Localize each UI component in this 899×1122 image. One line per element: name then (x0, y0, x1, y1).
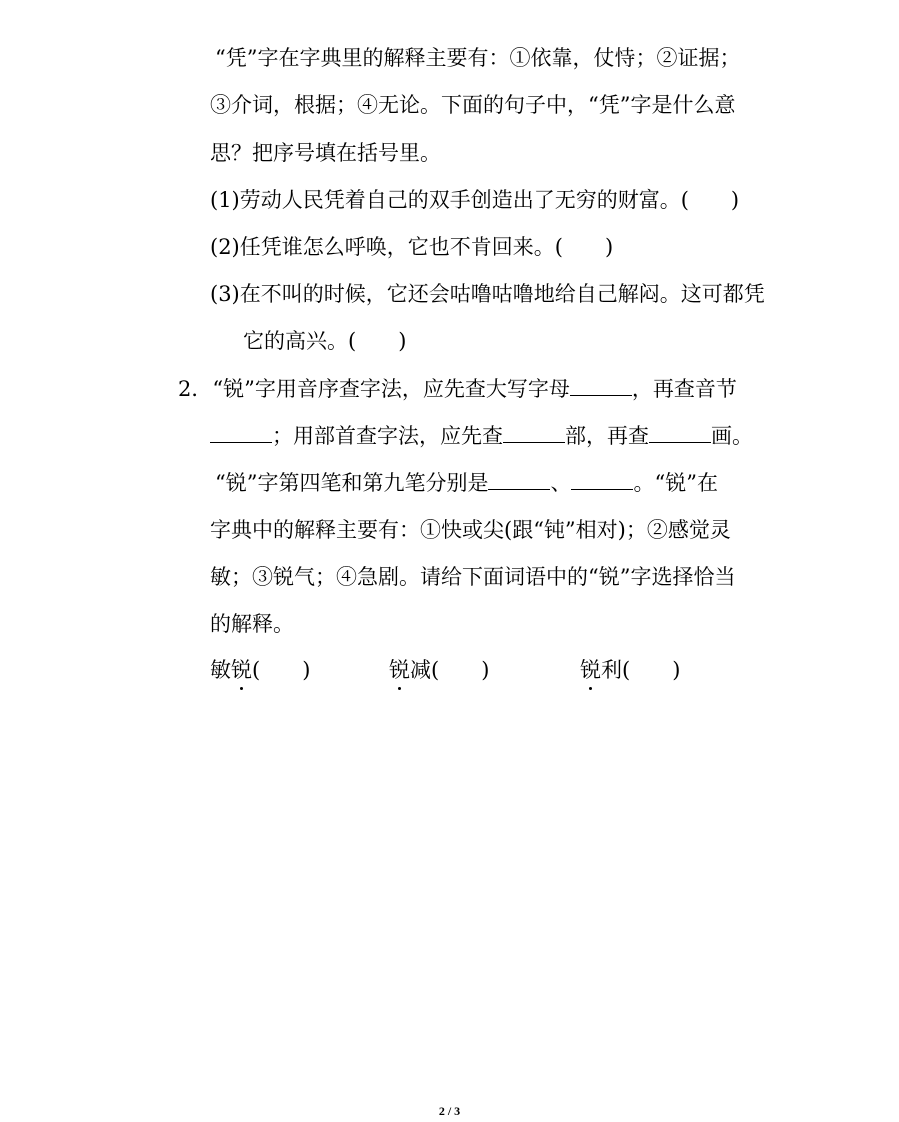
answer-blank-stroke-9[interactable] (571, 469, 633, 490)
question-2-line-6: 的解释。 (210, 612, 294, 636)
question-2-line-1 (178, 375, 737, 403)
answer-blank-radical[interactable] (503, 422, 565, 443)
answer-blank-letter[interactable] (570, 375, 632, 396)
word-text: 利 (601, 658, 622, 682)
word-text: 减 (410, 658, 431, 682)
question-2-text: 画。 (711, 424, 753, 448)
question-1-intro-line-2: ③介词，根据；④无论。下面的句子中，“凭”字是什么意 (210, 93, 736, 117)
word-item-3 (580, 656, 680, 684)
question-2-text: ；用部首查字法，应先查 (272, 424, 503, 448)
question-2-text: 部，再查 (565, 424, 649, 448)
question-1-item-3-line-1: (3)在不叫的时候，它还会咕噜咕噜地给自己解闷。这可都凭 (210, 282, 765, 306)
answer-paren[interactable]: ( ) (431, 658, 490, 682)
question-2-line-3 (215, 469, 718, 497)
question-2-line-5: 敏；③锐气；④急剧。请给下面词语中的“锐”字选择恰当 (210, 565, 736, 589)
question-1-intro-line-1: “凭”字在字典里的解释主要有：①依靠，仗恃；②证据； (215, 46, 741, 70)
question-2-number: 2． (178, 377, 213, 401)
word-text: 敏 (210, 658, 231, 682)
word-item-2 (389, 656, 489, 684)
question-2-text: “锐”字第四笔和第九笔分别是 (215, 471, 489, 495)
answer-blank-stroke-4[interactable] (488, 469, 550, 490)
question-2-text: 。“锐”在 (633, 471, 718, 495)
word-item-1 (210, 656, 310, 684)
answer-paren[interactable]: ( ) (252, 658, 311, 682)
question-1-item-1: (1)劳动人民凭着自己的双手创造出了无穷的财富。( ) (210, 188, 740, 212)
emphasis-dot-char: 锐 (389, 658, 410, 682)
answer-paren[interactable]: ( ) (622, 658, 681, 682)
question-1-intro-line-3: 思？把序号填在括号里。 (210, 141, 441, 165)
emphasis-dot-char: 锐 (580, 658, 601, 682)
question-2-line-4: 字典中的解释主要有：①快或尖(跟“钝”相对)；②感觉灵 (210, 518, 731, 542)
page-number: 2 / 3 (438, 1104, 461, 1118)
answer-blank-syllable[interactable] (210, 422, 272, 443)
emphasis-dot-char: 锐 (231, 658, 252, 682)
answer-blank-strokes[interactable] (649, 422, 711, 443)
question-2-text: 、 (550, 471, 572, 495)
question-1-item-3-line-2: 它的高兴。( ) (243, 329, 407, 353)
question-1-item-2: (2)任凭谁怎么呼唤，它也不肯回来。( ) (210, 235, 614, 259)
question-2-line-2 (210, 422, 753, 450)
question-2-text: “锐”字用音序查字法，应先查大写字母 (212, 377, 570, 401)
question-2-text: ，再查音节 (631, 377, 737, 401)
